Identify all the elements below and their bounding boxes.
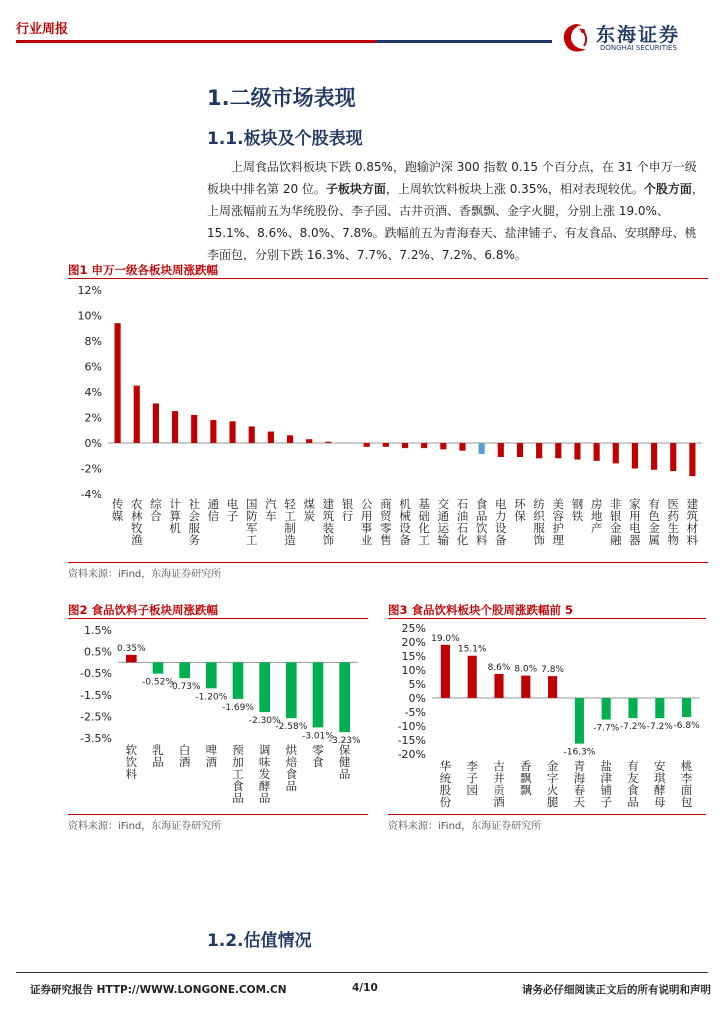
bar-石油石化 (459, 443, 465, 451)
para-bold-1: 子板块方面 (325, 182, 386, 196)
category-label: 零食 (312, 743, 324, 769)
bar-香飘飘 (521, 676, 530, 698)
bar-食品饮料 (479, 443, 485, 454)
fig2-title-rule (68, 618, 368, 619)
category-label: 房地产 (590, 497, 603, 535)
y-tick-label: 0% (84, 437, 102, 450)
bar-非银金融 (613, 443, 619, 463)
data-label: -7.2% (619, 722, 647, 733)
bar-汽车 (268, 432, 274, 443)
para-text-1: 上周食品饮料板块下跌 0.85%，跑输沪深 300 指数 0.15 个百分点，在 31 个申万一级板块中排名第 20 位。 (207, 160, 697, 196)
y-tick-label: 10% (77, 309, 102, 323)
bar-美容护理 (555, 443, 561, 458)
category-label: 纺织服饰 (533, 497, 545, 547)
category-label: 家用电器 (629, 497, 641, 547)
y-tick-label: 4% (84, 386, 102, 399)
bar-盐津铺子 (602, 698, 611, 720)
y-tick-label: -4% (80, 488, 102, 501)
bar-公用事业 (364, 443, 370, 447)
bar-家用电器 (632, 443, 638, 469)
data-label: 8.6% (487, 662, 511, 673)
bar-金字火腿 (548, 676, 557, 698)
bar-有友食品 (628, 698, 637, 718)
footer-rule (16, 972, 708, 973)
company-logo (556, 20, 716, 56)
footer-disclaimer: 请务必仔细阅读正文后的所有说明和声明 (522, 984, 711, 996)
data-label: -16.3% (563, 747, 596, 758)
fig3-title: 图3 食品饮料板块个股周涨跌幅前 5 (388, 603, 574, 617)
y-tick-label: -20% (397, 748, 426, 761)
category-label: 钢铁 (571, 497, 584, 523)
next-subsection-title: 1.2.估值情况 (207, 931, 312, 951)
header-rule-navy (376, 40, 552, 43)
y-tick-label: 0.5% (84, 645, 112, 659)
bar-纺织服饰 (536, 443, 542, 458)
bar-计算机 (172, 411, 178, 443)
data-label: -0.52% (142, 677, 174, 688)
summary-paragraph (207, 156, 707, 266)
bar-古井贡酒 (494, 674, 503, 698)
category-label: 通信 (207, 497, 220, 523)
logo-emblem-icon (556, 20, 596, 56)
bar-桃李面包 (682, 698, 691, 717)
bar-基础化工 (421, 443, 427, 448)
category-label: 传媒 (111, 497, 124, 523)
category-label: 安琪酵母 (654, 759, 666, 809)
category-label: 计算机 (169, 497, 181, 535)
y-tick-label: -1.5% (80, 688, 112, 702)
bar-啤酒 (206, 662, 217, 688)
bar-保健品 (339, 662, 350, 732)
data-label: -7.2% (646, 722, 673, 733)
category-label: 社会服务 (188, 497, 200, 547)
category-label: 软饮料 (125, 743, 138, 781)
para-bold-2: 个股方面 (643, 182, 692, 196)
bar-建筑材料 (689, 443, 695, 476)
data-label: -2.58% (275, 722, 308, 733)
bar-传媒 (115, 323, 121, 443)
bar-国防军工 (249, 426, 255, 443)
category-label: 电力设备 (495, 497, 507, 547)
category-label: 金字火腿 (546, 759, 559, 809)
data-label: -7.7% (593, 723, 620, 734)
category-label: 建筑材料 (686, 497, 699, 547)
para-text-3: ，上周涨幅前五为华统股份、李子园、古井贡酒、香飘飘、金字火腿，分别上涨 19.0%、15.1%、8.6%、8.0%、7.8%。跌幅前五为青海春天、盐津铺子、有友食品、安琪酵母、桃李面包，分别下跌 16.3%、7.7%、7.2%、7.2%、6.8%。 (207, 182, 704, 262)
y-tick-label: 8% (84, 335, 102, 348)
category-label: 机械设备 (399, 497, 411, 547)
category-label: 美容护理 (552, 497, 565, 547)
y-tick-label: -0.5% (80, 667, 112, 681)
footer-website[interactable]: 证券研究报告 HTTP://WWW.LONGONE.COM.CN (30, 984, 287, 996)
category-label: 啤酒 (205, 743, 218, 769)
category-label: 桃李面包 (680, 759, 693, 809)
bar-烘焙食品 (286, 662, 297, 718)
bar-建筑装饰 (325, 442, 331, 443)
data-label: 8.0% (514, 664, 538, 675)
fig3-source-rule (388, 814, 706, 815)
bar-通信 (210, 420, 216, 443)
bar-调味发酵品 (259, 662, 270, 712)
category-label: 有色金属 (648, 497, 660, 547)
y-tick-label: -10% (397, 720, 426, 733)
category-label: 调味发酵品 (258, 743, 271, 805)
category-label: 汽车 (265, 497, 277, 523)
bar-安琪酵母 (655, 698, 664, 718)
fig1-title: 图1 申万一级各板块周涨跌幅 (68, 263, 219, 277)
data-label: 19.0% (431, 633, 460, 644)
data-label: -6.8% (673, 721, 700, 732)
category-label: 香飘飘 (520, 759, 532, 797)
bar-李子园 (468, 656, 477, 698)
bar-零食 (313, 662, 324, 727)
bar-软饮料 (126, 655, 137, 663)
bar-钢铁 (574, 443, 580, 460)
data-label: -1.20% (195, 692, 228, 703)
category-label: 农林牧渔 (130, 497, 143, 547)
category-label: 轻工制造 (284, 497, 296, 547)
category-label: 非银金融 (610, 497, 622, 547)
page-number: 4/10 (352, 982, 378, 994)
category-label: 预加工食品 (232, 743, 244, 805)
bar-煤炭 (306, 439, 312, 443)
fig1-title-rule (68, 278, 708, 279)
y-tick-label: 6% (84, 360, 102, 374)
subsection-title: 1.1.板块及个股表现 (207, 129, 363, 149)
category-label: 青海春天 (573, 759, 586, 809)
bar-电力设备 (498, 443, 504, 457)
data-label: -1.69% (222, 702, 254, 713)
category-label: 乳品 (152, 743, 164, 769)
bar-房地产 (594, 443, 600, 461)
category-label: 建筑装饰 (322, 497, 335, 547)
header-rule-red (16, 40, 376, 43)
y-tick-label: -5% (404, 706, 426, 719)
category-label: 医药生物 (667, 497, 680, 547)
category-label: 古井贡酒 (493, 759, 505, 809)
logo-english-name: DONGHAI SECURITIES (600, 44, 677, 52)
category-label: 交通运输 (437, 497, 450, 547)
bar-交通运输 (440, 443, 446, 449)
bar-医药生物 (670, 443, 676, 471)
category-label: 公用事业 (360, 497, 373, 547)
category-label: 煤炭 (303, 497, 315, 523)
bar-农林牧渔 (134, 386, 140, 443)
bar-环保 (517, 443, 523, 457)
category-label: 有友食品 (627, 759, 639, 809)
data-label: 7.8% (541, 665, 565, 676)
bar-综合 (153, 403, 159, 443)
data-label: -2.30% (248, 716, 281, 727)
logo-chinese-name: 东海证券 (596, 24, 681, 46)
category-label: 保健品 (338, 743, 351, 781)
category-label: 国防军工 (245, 497, 258, 547)
bar-预加工食品 (233, 662, 244, 699)
y-tick-label: 20% (401, 636, 426, 649)
bar-华统股份 (441, 645, 450, 698)
category-label: 白酒 (178, 743, 191, 769)
y-tick-label: 0% (408, 692, 426, 705)
y-tick-label: 5% (408, 678, 426, 691)
category-label: 银行 (341, 497, 354, 523)
y-tick-label: -3.5% (80, 732, 112, 745)
bar-商贸零售 (383, 443, 389, 447)
y-tick-label: -15% (397, 734, 426, 747)
fig1-source: 资料来源：iFind，东海证券研究所 (68, 569, 222, 580)
y-tick-label: 15% (401, 650, 426, 663)
fig1-chart (68, 280, 708, 560)
category-label: 石油石化 (456, 497, 469, 547)
bar-乳品 (153, 662, 164, 673)
fig3-title-rule (388, 618, 706, 619)
y-tick-label: 2% (84, 411, 102, 425)
fig2-source-rule (68, 814, 368, 815)
category-label: 基础化工 (418, 497, 430, 547)
y-tick-label: 25% (401, 622, 426, 635)
category-label: 商贸零售 (380, 497, 392, 547)
y-tick-label: 12% (77, 284, 102, 297)
data-label: 15.1% (457, 644, 487, 655)
category-label: 环保 (514, 497, 526, 523)
fig2-title: 图2 食品饮料子板块周涨跌幅 (68, 603, 219, 617)
bar-轻工制造 (287, 435, 293, 443)
data-label: -3.23% (328, 736, 361, 747)
bar-有色金属 (651, 443, 657, 470)
category-label: 李子园 (466, 759, 478, 797)
y-tick-label: -2% (80, 462, 102, 476)
data-label: 0.35% (117, 643, 146, 654)
category-label: 电子 (226, 497, 239, 523)
data-label: -3.01% (302, 731, 334, 742)
category-label: 综合 (150, 497, 162, 523)
category-label: 盐津铺子 (600, 759, 612, 809)
bar-白酒 (179, 662, 190, 678)
fig3-chart (388, 620, 706, 812)
bar-社会服务 (191, 415, 197, 443)
category-label: 烘焙食品 (285, 743, 298, 793)
bar-机械设备 (402, 443, 408, 448)
y-tick-label: 1.5% (84, 624, 112, 637)
category-label: 食品饮料 (475, 497, 488, 547)
y-tick-label: -2.5% (80, 710, 112, 724)
fig2-source: 资料来源：iFind，东海证券研究所 (68, 821, 222, 832)
category-label: 华统股份 (439, 759, 452, 809)
fig1-source-rule (68, 562, 708, 563)
data-label: -0.73% (168, 682, 201, 693)
report-type-tag: 行业周报 (16, 22, 69, 37)
bar-电子 (229, 421, 235, 443)
bar-青海春天 (575, 698, 584, 744)
fig3-source: 资料来源：iFind，东海证券研究所 (388, 821, 542, 832)
section-title: 1.二级市场表现 (207, 86, 356, 110)
para-text-2: ，上周软饮料板块上涨 0.35%，相对表现较优。 (385, 182, 644, 196)
y-tick-label: 10% (401, 664, 426, 677)
fig2-chart (68, 620, 368, 812)
